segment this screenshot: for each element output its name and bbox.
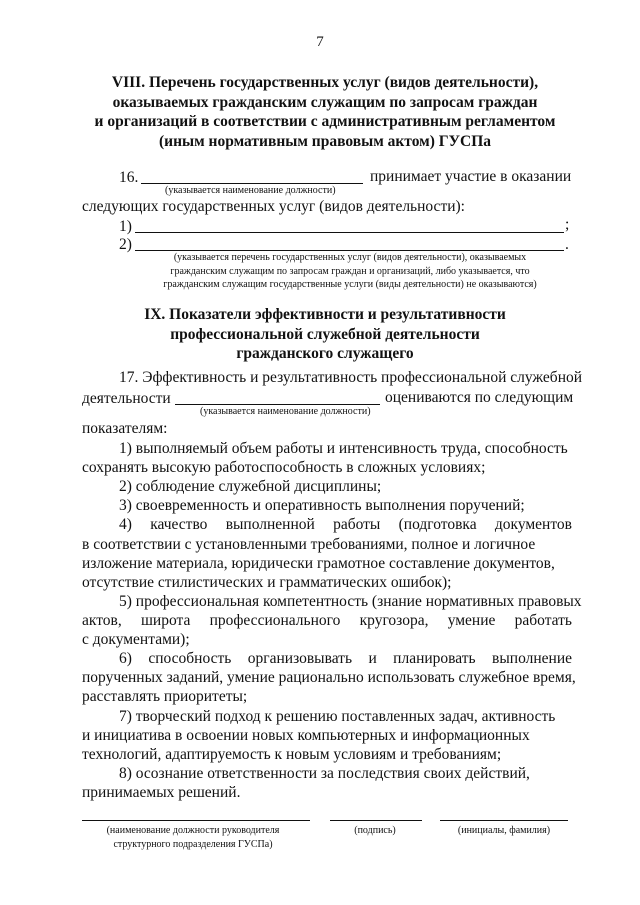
item-17-note: (указывается наименование должности) [200,406,371,417]
section-8-title-line: оказываемых гражданским служащим по запросам граждан [112,93,538,111]
indicator-line: 5) профессиональная компетентность (знание нормативных правовых [119,593,582,610]
item-17-line-2-end: оцениваются по следующим [385,389,574,406]
indicator-line: 7) творческий подход к решению поставленных задач, активность [119,708,556,725]
indicator-line: расставлять приоритеты; [82,688,248,705]
indicator-line: 6) способность организовывать и планировать выполнение [119,650,572,667]
item-16-position-blank [141,183,363,184]
indicator-line-justified [119,650,572,668]
list-marker-2: 2) [119,236,132,253]
section-8-title-line: (иным нормативным правовым актом) ГУСПа [158,132,492,150]
full-name-blank [440,820,568,821]
signature-caption: (подпись) [354,825,396,836]
indicator-line: порученных заданий, умение рационально использовать служебное время, [82,669,576,686]
list-end-mark-2: . [565,236,569,253]
item-16-text: принимает участие в оказании [370,168,572,185]
list-marker-1: 1) [119,218,132,235]
full-name-caption: (инициалы, фамилия) [457,825,551,836]
list-end-mark-1: ; [565,216,570,233]
indicator-line-justified [119,516,572,534]
services-note-line: (указывается перечень государственных услуг (видов деятельности), оказываемых [173,252,527,263]
section-9-title-line: гражданского служащего [236,345,414,362]
service-blank-1 [135,232,564,233]
section-8-title-line: VIII. Перечень государственных услуг (видов деятельности), [111,74,539,91]
section-9-title-line: IX. Показатели эффективности и результативности [144,306,506,323]
item-16-note: (указывается наименование должности) [165,185,336,196]
indicator-line: и инициатива в освоении новых компьютерных и информационных [82,727,530,744]
indicator-line-justified [82,612,572,630]
services-note [130,251,570,292]
indicator-line: технологий, адаптируемость к новым условиям и требованиям; [82,746,502,763]
item-17-line-3: показателям: [82,420,168,437]
indicator-line: 1) выполняемый объем работы и интенсивность труда, способность [119,440,568,457]
indicator-line: 8) осознание ответственности за последствия своих действий, [119,765,530,782]
item-17-line-2-start: деятельности [82,390,171,407]
services-note-line: гражданским служащим по запросам граждан и организаций, либо указывается, что [170,265,530,277]
section-8-title [60,73,590,151]
item-17-line-1: 17. Эффективность и результативность профессиональной служебной [119,369,583,386]
indicator-line: 2) соблюдение служебной дисциплины; [119,478,382,495]
item-16-number: 16. [119,169,139,186]
section-8-title-line: и организаций в соответствии с административным регламентом [94,113,556,130]
signature-blank [330,820,422,821]
item-17-position-blank [175,404,380,405]
section-9-title [60,305,590,364]
item-16-continuation: следующих государственных услуг (видов деятельности): [82,198,465,215]
indicator-line: сохранять высокую работоспособность в сложных условиях; [82,459,486,476]
page-number: 7 [316,34,324,50]
indicator-line: с документами); [82,631,190,648]
indicator-line: актов, широта профессионального кругозора, умение работать [82,612,572,629]
manager-position-blank [82,820,310,821]
indicator-line: в соответствии с установленными требованиями, полное и логичное [82,536,536,553]
indicator-line: 4) качество выполненной работы (подготовка документов [119,516,572,533]
services-note-line: гражданским служащим государственные услуги (виды деятельности) не оказываются) [163,279,537,290]
indicator-line: изложение материала, юридически грамотное составление документов, [82,555,555,572]
indicator-line: 3) своевременность и оперативность выполнения поручений; [119,497,525,514]
section-9-title-line: профессиональной служебной деятельности [170,325,480,343]
indicator-line: отсутствие стилистических и грамматических ошибок); [82,574,452,591]
manager-position-caption: (наименование должности руководителя структурного подразделения ГУСПа) [106,825,280,850]
indicator-line: принимаемых решений. [82,784,241,801]
